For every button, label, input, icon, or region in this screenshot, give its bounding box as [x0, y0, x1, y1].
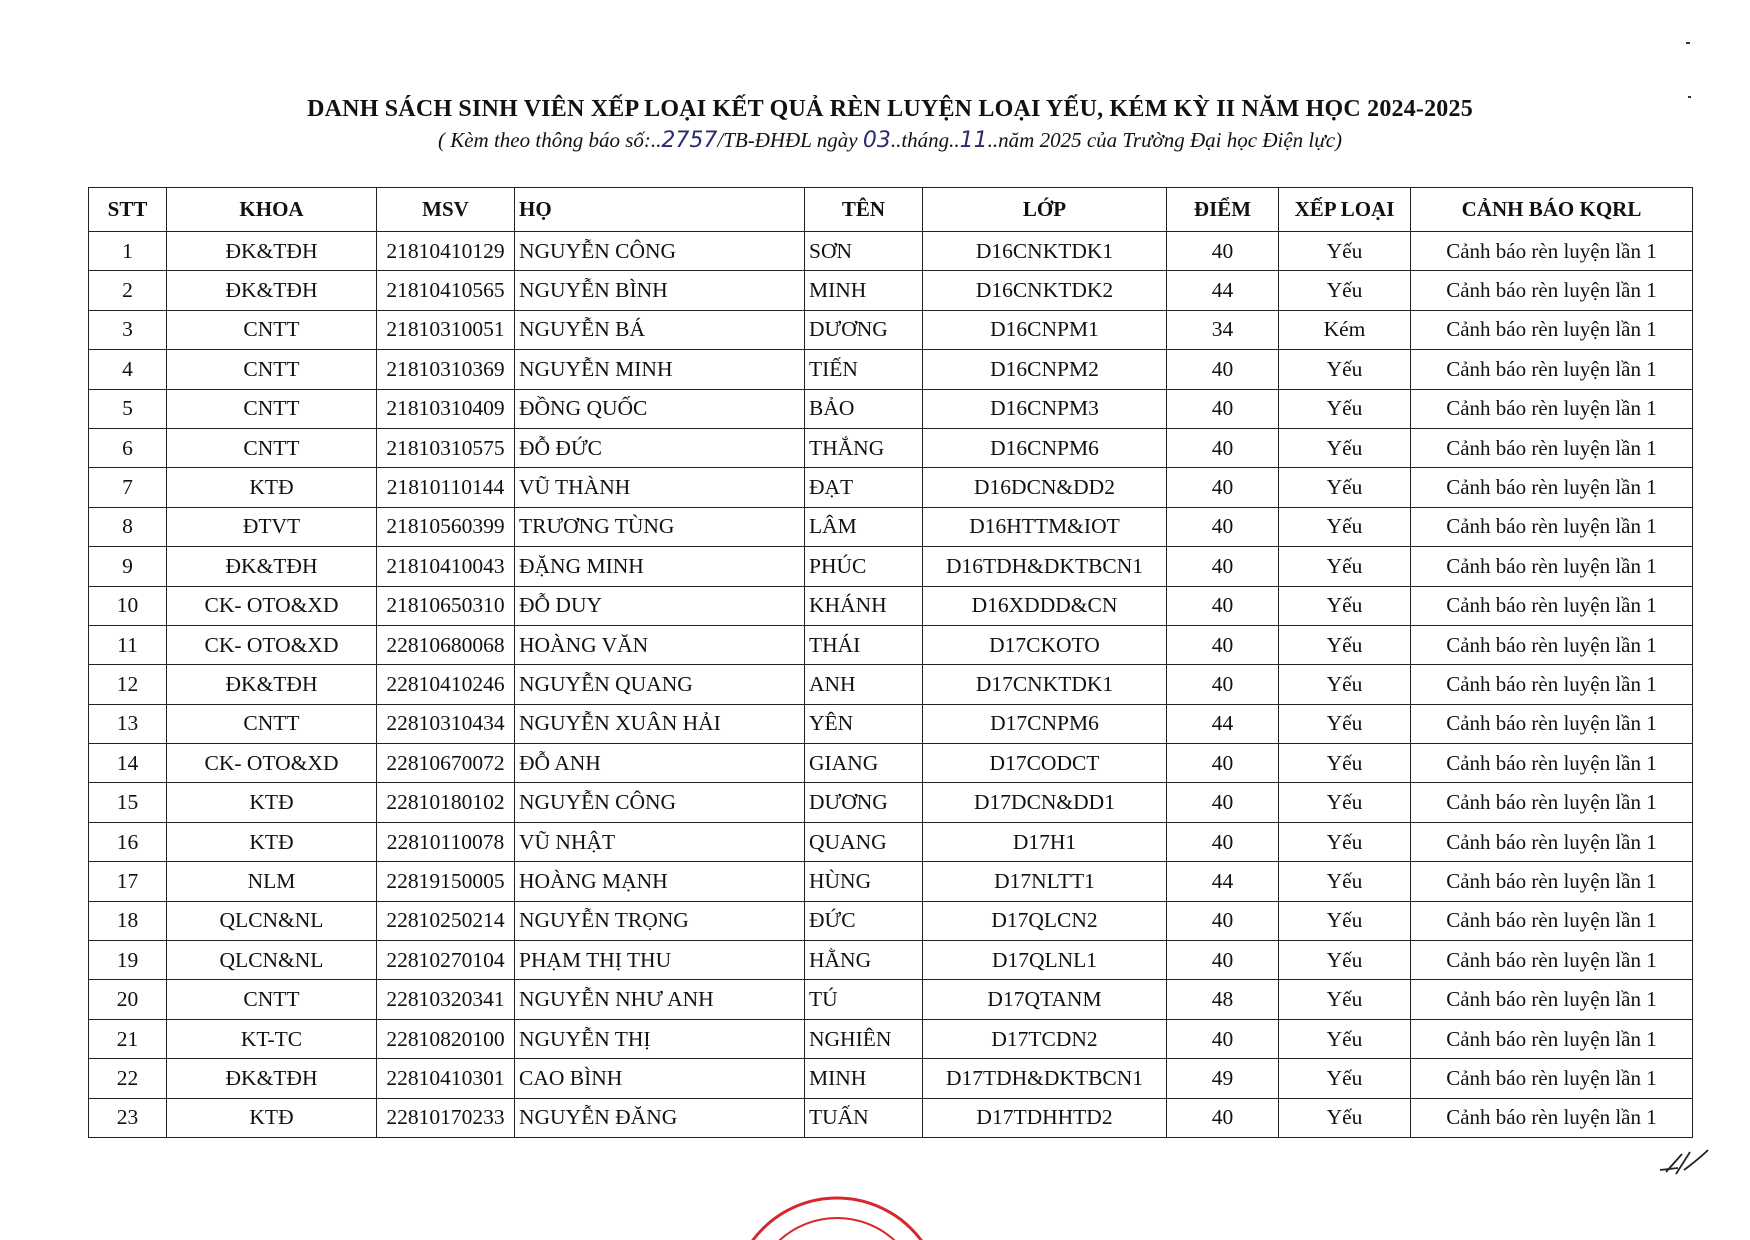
cell-stt: 20 [89, 980, 167, 1019]
cell-ho: NGUYỄN CÔNG [515, 232, 805, 271]
cell-khoa: CNTT [167, 310, 377, 349]
cell-diem: 40 [1167, 507, 1279, 546]
cell-ho: HOÀNG VĂN [515, 625, 805, 664]
cell-canhbao: Cảnh báo rèn luyện lần 1 [1411, 507, 1693, 546]
cell-xeploai: Yếu [1279, 1019, 1411, 1058]
cell-canhbao: Cảnh báo rèn luyện lần 1 [1411, 1059, 1693, 1098]
table-row [89, 941, 1693, 980]
cell-lop: D16DCN&DD2 [923, 468, 1167, 507]
signature-mark [1656, 1148, 1716, 1178]
cell-ten: HẰNG [805, 941, 923, 980]
cell-xeploai: Yếu [1279, 980, 1411, 1019]
cell-lop: D16TDH&DKTBCN1 [923, 547, 1167, 586]
cell-ten: THẮNG [805, 428, 923, 467]
cell-diem: 34 [1167, 310, 1279, 349]
cell-ten: DƯƠNG [805, 310, 923, 349]
cell-stt: 9 [89, 547, 167, 586]
cell-ten: TÚ [805, 980, 923, 1019]
cell-khoa: ĐK&TĐH [167, 547, 377, 586]
cell-stt: 18 [89, 901, 167, 940]
cell-stt: 1 [89, 232, 167, 271]
cell-msv: 21810310051 [377, 310, 515, 349]
cell-stt: 16 [89, 822, 167, 861]
cell-stt: 13 [89, 704, 167, 743]
cell-canhbao: Cảnh báo rèn luyện lần 1 [1411, 1098, 1693, 1137]
cell-lop: D17QLCN2 [923, 901, 1167, 940]
cell-diem: 40 [1167, 468, 1279, 507]
cell-khoa: ĐK&TĐH [167, 271, 377, 310]
cell-khoa: KTĐ [167, 783, 377, 822]
cell-lop: D17H1 [923, 822, 1167, 861]
cell-ten: BẢO [805, 389, 923, 428]
cell-stt: 7 [89, 468, 167, 507]
cell-diem: 40 [1167, 547, 1279, 586]
cell-xeploai: Yếu [1279, 625, 1411, 664]
cell-khoa: CNTT [167, 704, 377, 743]
table-row [89, 901, 1693, 940]
cell-stt: 3 [89, 310, 167, 349]
cell-canhbao: Cảnh báo rèn luyện lần 1 [1411, 625, 1693, 664]
cell-stt: 5 [89, 389, 167, 428]
official-seal [722, 1188, 952, 1240]
cell-diem: 40 [1167, 783, 1279, 822]
cell-lop: D17TCDN2 [923, 1019, 1167, 1058]
notice-month: 11 [959, 128, 988, 153]
cell-ten: ĐẠT [805, 468, 923, 507]
cell-canhbao: Cảnh báo rèn luyện lần 1 [1411, 704, 1693, 743]
cell-msv: 21810110144 [377, 468, 515, 507]
table-row [89, 350, 1693, 389]
document-subtitle: ( Kèm theo thông báo số:..2757/TB-ĐHĐL ngày 03..tháng..11..năm 2025 của Trường Đại học Điện lực) [437, 128, 1343, 153]
cell-khoa: CNTT [167, 428, 377, 467]
header-xeploai: XẾP LOẠI [1279, 188, 1411, 232]
cell-ho: PHẠM THỊ THU [515, 941, 805, 980]
cell-ho: ĐỖ DUY [515, 586, 805, 625]
cell-xeploai: Yếu [1279, 862, 1411, 901]
cell-canhbao: Cảnh báo rèn luyện lần 1 [1411, 822, 1693, 861]
cell-canhbao: Cảnh báo rèn luyện lần 1 [1411, 547, 1693, 586]
cell-msv: 22810680068 [377, 625, 515, 664]
table-row [89, 665, 1693, 704]
cell-khoa: NLM [167, 862, 377, 901]
cell-diem: 40 [1167, 901, 1279, 940]
cell-diem: 44 [1167, 271, 1279, 310]
cell-diem: 44 [1167, 704, 1279, 743]
cell-xeploai: Yếu [1279, 704, 1411, 743]
cell-canhbao: Cảnh báo rèn luyện lần 1 [1411, 941, 1693, 980]
table-row [89, 862, 1693, 901]
cell-xeploai: Yếu [1279, 744, 1411, 783]
cell-ten: SƠN [805, 232, 923, 271]
cell-diem: 49 [1167, 1059, 1279, 1098]
cell-msv: 21810560399 [377, 507, 515, 546]
cell-xeploai: Yếu [1279, 350, 1411, 389]
cell-stt: 23 [89, 1098, 167, 1137]
cell-stt: 6 [89, 428, 167, 467]
cell-diem: 48 [1167, 980, 1279, 1019]
cell-khoa: CNTT [167, 980, 377, 1019]
cell-msv: 21810410043 [377, 547, 515, 586]
cell-canhbao: Cảnh báo rèn luyện lần 1 [1411, 862, 1693, 901]
cell-diem: 40 [1167, 389, 1279, 428]
cell-canhbao: Cảnh báo rèn luyện lần 1 [1411, 271, 1693, 310]
cell-msv: 22810410301 [377, 1059, 515, 1098]
cell-msv: 22810250214 [377, 901, 515, 940]
cell-ho: NGUYỄN ĐĂNG [515, 1098, 805, 1137]
cell-xeploai: Yếu [1279, 665, 1411, 704]
cell-lop: D17CKOTO [923, 625, 1167, 664]
cell-khoa: ĐK&TĐH [167, 1059, 377, 1098]
cell-xeploai: Yếu [1279, 468, 1411, 507]
header-lop: LỚP [923, 188, 1167, 232]
cell-canhbao: Cảnh báo rèn luyện lần 1 [1411, 350, 1693, 389]
cell-diem: 40 [1167, 625, 1279, 664]
cell-stt: 15 [89, 783, 167, 822]
cell-lop: D17QLNL1 [923, 941, 1167, 980]
cell-xeploai: Yếu [1279, 783, 1411, 822]
cell-msv: 22810310434 [377, 704, 515, 743]
cell-stt: 11 [89, 625, 167, 664]
cell-msv: 21810310369 [377, 350, 515, 389]
header-diem: ĐIỂM [1167, 188, 1279, 232]
table-row [89, 389, 1693, 428]
header-stt: STT [89, 188, 167, 232]
cell-ten: KHÁNH [805, 586, 923, 625]
cell-lop: D16CNKTDK1 [923, 232, 1167, 271]
cell-ten: ĐỨC [805, 901, 923, 940]
cell-ho: VŨ THÀNH [515, 468, 805, 507]
cell-xeploai: Yếu [1279, 389, 1411, 428]
cell-lop: D17TDHHTD2 [923, 1098, 1167, 1137]
cell-diem: 40 [1167, 822, 1279, 861]
table-row [89, 1059, 1693, 1098]
cell-ho: NGUYỄN CÔNG [515, 783, 805, 822]
cell-ten: MINH [805, 1059, 923, 1098]
cell-diem: 40 [1167, 350, 1279, 389]
cell-stt: 12 [89, 665, 167, 704]
cell-khoa: KTĐ [167, 468, 377, 507]
cell-xeploai: Yếu [1279, 822, 1411, 861]
cell-khoa: CNTT [167, 350, 377, 389]
cell-canhbao: Cảnh báo rèn luyện lần 1 [1411, 232, 1693, 271]
cell-msv: 22810410246 [377, 665, 515, 704]
seal-graphic [722, 1188, 952, 1240]
cell-ten: PHÚC [805, 547, 923, 586]
cell-khoa: KT-TC [167, 1019, 377, 1058]
cell-msv: 21810410565 [377, 271, 515, 310]
cell-ten: MINH [805, 271, 923, 310]
cell-stt: 17 [89, 862, 167, 901]
cell-canhbao: Cảnh báo rèn luyện lần 1 [1411, 665, 1693, 704]
cell-canhbao: Cảnh báo rèn luyện lần 1 [1411, 428, 1693, 467]
cell-ho: ĐỖ ANH [515, 744, 805, 783]
cell-msv: 22819150005 [377, 862, 515, 901]
cell-msv: 22810320341 [377, 980, 515, 1019]
header-msv: MSV [377, 188, 515, 232]
cell-ten: ANH [805, 665, 923, 704]
cell-diem: 40 [1167, 744, 1279, 783]
cell-diem: 44 [1167, 862, 1279, 901]
cell-canhbao: Cảnh báo rèn luyện lần 1 [1411, 389, 1693, 428]
cell-canhbao: Cảnh báo rèn luyện lần 1 [1411, 744, 1693, 783]
cell-ho: CAO BÌNH [515, 1059, 805, 1098]
cell-canhbao: Cảnh báo rèn luyện lần 1 [1411, 468, 1693, 507]
cell-xeploai: Yếu [1279, 941, 1411, 980]
subtitle-month-label: tháng [901, 128, 950, 152]
cell-khoa: KTĐ [167, 1098, 377, 1137]
cell-canhbao: Cảnh báo rèn luyện lần 1 [1411, 980, 1693, 1019]
cell-diem: 40 [1167, 586, 1279, 625]
cell-ho: NGUYỄN TRỌNG [515, 901, 805, 940]
table-row [89, 547, 1693, 586]
cell-ho: VŨ NHẬT [515, 822, 805, 861]
cell-msv: 21810410129 [377, 232, 515, 271]
table-row [89, 980, 1693, 1019]
cell-ho: HOÀNG MẠNH [515, 862, 805, 901]
cell-xeploai: Yếu [1279, 901, 1411, 940]
cell-khoa: KTĐ [167, 822, 377, 861]
cell-xeploai: Yếu [1279, 507, 1411, 546]
table-header-row [89, 188, 1693, 232]
table-row [89, 822, 1693, 861]
table-row [89, 783, 1693, 822]
cell-canhbao: Cảnh báo rèn luyện lần 1 [1411, 783, 1693, 822]
scan-speck [1686, 42, 1690, 44]
table-row [89, 271, 1693, 310]
cell-lop: D17CNPM6 [923, 704, 1167, 743]
cell-msv: 22810270104 [377, 941, 515, 980]
cell-lop: D16CNPM6 [923, 428, 1167, 467]
cell-ho: ĐẶNG MINH [515, 547, 805, 586]
cell-xeploai: Yếu [1279, 1059, 1411, 1098]
cell-ho: NGUYỄN THỊ [515, 1019, 805, 1058]
cell-lop: D16CNKTDK2 [923, 271, 1167, 310]
cell-msv: 22810670072 [377, 744, 515, 783]
notice-day: 03 [862, 128, 891, 153]
cell-canhbao: Cảnh báo rèn luyện lần 1 [1411, 310, 1693, 349]
cell-stt: 4 [89, 350, 167, 389]
table-row [89, 704, 1693, 743]
cell-ten: QUANG [805, 822, 923, 861]
cell-msv: 21810310409 [377, 389, 515, 428]
cell-stt: 8 [89, 507, 167, 546]
cell-lop: D17DCN&DD1 [923, 783, 1167, 822]
cell-ho: NGUYỄN BÌNH [515, 271, 805, 310]
cell-ten: YÊN [805, 704, 923, 743]
cell-msv: 21810310575 [377, 428, 515, 467]
subtitle-suffix: năm 2025 của Trường Đại học Điện lực) [998, 128, 1343, 152]
table-row [89, 744, 1693, 783]
cell-canhbao: Cảnh báo rèn luyện lần 1 [1411, 1019, 1693, 1058]
subtitle-prefix: ( Kèm theo thông báo số: [437, 128, 651, 152]
table-row [89, 1019, 1693, 1058]
cell-lop: D16HTTM&IOT [923, 507, 1167, 546]
cell-khoa: ĐK&TĐH [167, 665, 377, 704]
cell-msv: 22810170233 [377, 1098, 515, 1137]
cell-khoa: CK- OTO&XD [167, 586, 377, 625]
cell-xeploai: Yếu [1279, 547, 1411, 586]
table-row [89, 625, 1693, 664]
subtitle-dots: .. [650, 128, 662, 152]
header-khoa: KHOA [167, 188, 377, 232]
cell-ho: ĐỒNG QUỐC [515, 389, 805, 428]
cell-msv: 22810820100 [377, 1019, 515, 1058]
cell-khoa: CNTT [167, 389, 377, 428]
cell-ho: ĐỖ ĐỨC [515, 428, 805, 467]
cell-ho: NGUYỄN NHƯ ANH [515, 980, 805, 1019]
table-row [89, 507, 1693, 546]
table-body [89, 232, 1693, 1138]
cell-ten: DƯƠNG [805, 783, 923, 822]
cell-xeploai: Yếu [1279, 1098, 1411, 1137]
cell-ho: NGUYỄN MINH [515, 350, 805, 389]
cell-xeploai: Kém [1279, 310, 1411, 349]
header-ho: HỌ [515, 188, 805, 232]
cell-stt: 2 [89, 271, 167, 310]
cell-lop: D16XDDD&CN [923, 586, 1167, 625]
cell-diem: 40 [1167, 1019, 1279, 1058]
scan-speck [1688, 96, 1691, 98]
cell-khoa: CK- OTO&XD [167, 625, 377, 664]
cell-ten: THÁI [805, 625, 923, 664]
cell-diem: 40 [1167, 428, 1279, 467]
cell-xeploai: Yếu [1279, 271, 1411, 310]
cell-lop: D16CNPM3 [923, 389, 1167, 428]
cell-ho: NGUYỄN QUANG [515, 665, 805, 704]
cell-canhbao: Cảnh báo rèn luyện lần 1 [1411, 586, 1693, 625]
cell-khoa: QLCN&NL [167, 901, 377, 940]
header-canhbao: CẢNH BÁO KQRL [1411, 188, 1693, 232]
cell-diem: 40 [1167, 941, 1279, 980]
cell-khoa: QLCN&NL [167, 941, 377, 980]
cell-ho: NGUYỄN XUÂN HẢI [515, 704, 805, 743]
cell-lop: D17QTANM [923, 980, 1167, 1019]
cell-xeploai: Yếu [1279, 232, 1411, 271]
cell-khoa: ĐTVT [167, 507, 377, 546]
student-list-table [88, 187, 1693, 1138]
cell-ho: TRƯƠNG TÙNG [515, 507, 805, 546]
cell-khoa: CK- OTO&XD [167, 744, 377, 783]
subtitle-code: /TB-ĐHĐL ngày [717, 128, 858, 152]
cell-xeploai: Yếu [1279, 428, 1411, 467]
cell-ho: NGUYỄN BÁ [515, 310, 805, 349]
cell-lop: D16CNPM2 [923, 350, 1167, 389]
notice-number: 2757 [661, 128, 718, 153]
cell-stt: 14 [89, 744, 167, 783]
cell-stt: 19 [89, 941, 167, 980]
cell-stt: 22 [89, 1059, 167, 1098]
cell-msv: 22810110078 [377, 822, 515, 861]
cell-lop: D17NLTT1 [923, 862, 1167, 901]
cell-diem: 40 [1167, 665, 1279, 704]
cell-ten: HÙNG [805, 862, 923, 901]
document-title: DANH SÁCH SINH VIÊN XẾP LOẠI KẾT QUẢ RÈN LUYỆN LOẠI YẾU, KÉM KỲ II NĂM HỌC 2024-2025 [307, 96, 1473, 122]
table-row [89, 1098, 1693, 1137]
cell-ten: TIẾN [805, 350, 923, 389]
table-row [89, 232, 1693, 271]
table-row [89, 468, 1693, 507]
cell-lop: D17CODCT [923, 744, 1167, 783]
cell-canhbao: Cảnh báo rèn luyện lần 1 [1411, 901, 1693, 940]
cell-diem: 40 [1167, 1098, 1279, 1137]
header-ten: TÊN [805, 188, 923, 232]
cell-ten: TUẤN [805, 1098, 923, 1137]
cell-ten: GIANG [805, 744, 923, 783]
cell-stt: 21 [89, 1019, 167, 1058]
cell-khoa: ĐK&TĐH [167, 232, 377, 271]
cell-ten: NGHIÊN [805, 1019, 923, 1058]
cell-ten: LÂM [805, 507, 923, 546]
table-row [89, 586, 1693, 625]
cell-msv: 22810180102 [377, 783, 515, 822]
cell-stt: 10 [89, 586, 167, 625]
cell-xeploai: Yếu [1279, 586, 1411, 625]
cell-diem: 40 [1167, 232, 1279, 271]
table-row [89, 428, 1693, 467]
cell-lop: D16CNPM1 [923, 310, 1167, 349]
table-row [89, 310, 1693, 349]
cell-lop: D17CNKTDK1 [923, 665, 1167, 704]
cell-msv: 21810650310 [377, 586, 515, 625]
cell-lop: D17TDH&DKTBCN1 [923, 1059, 1167, 1098]
